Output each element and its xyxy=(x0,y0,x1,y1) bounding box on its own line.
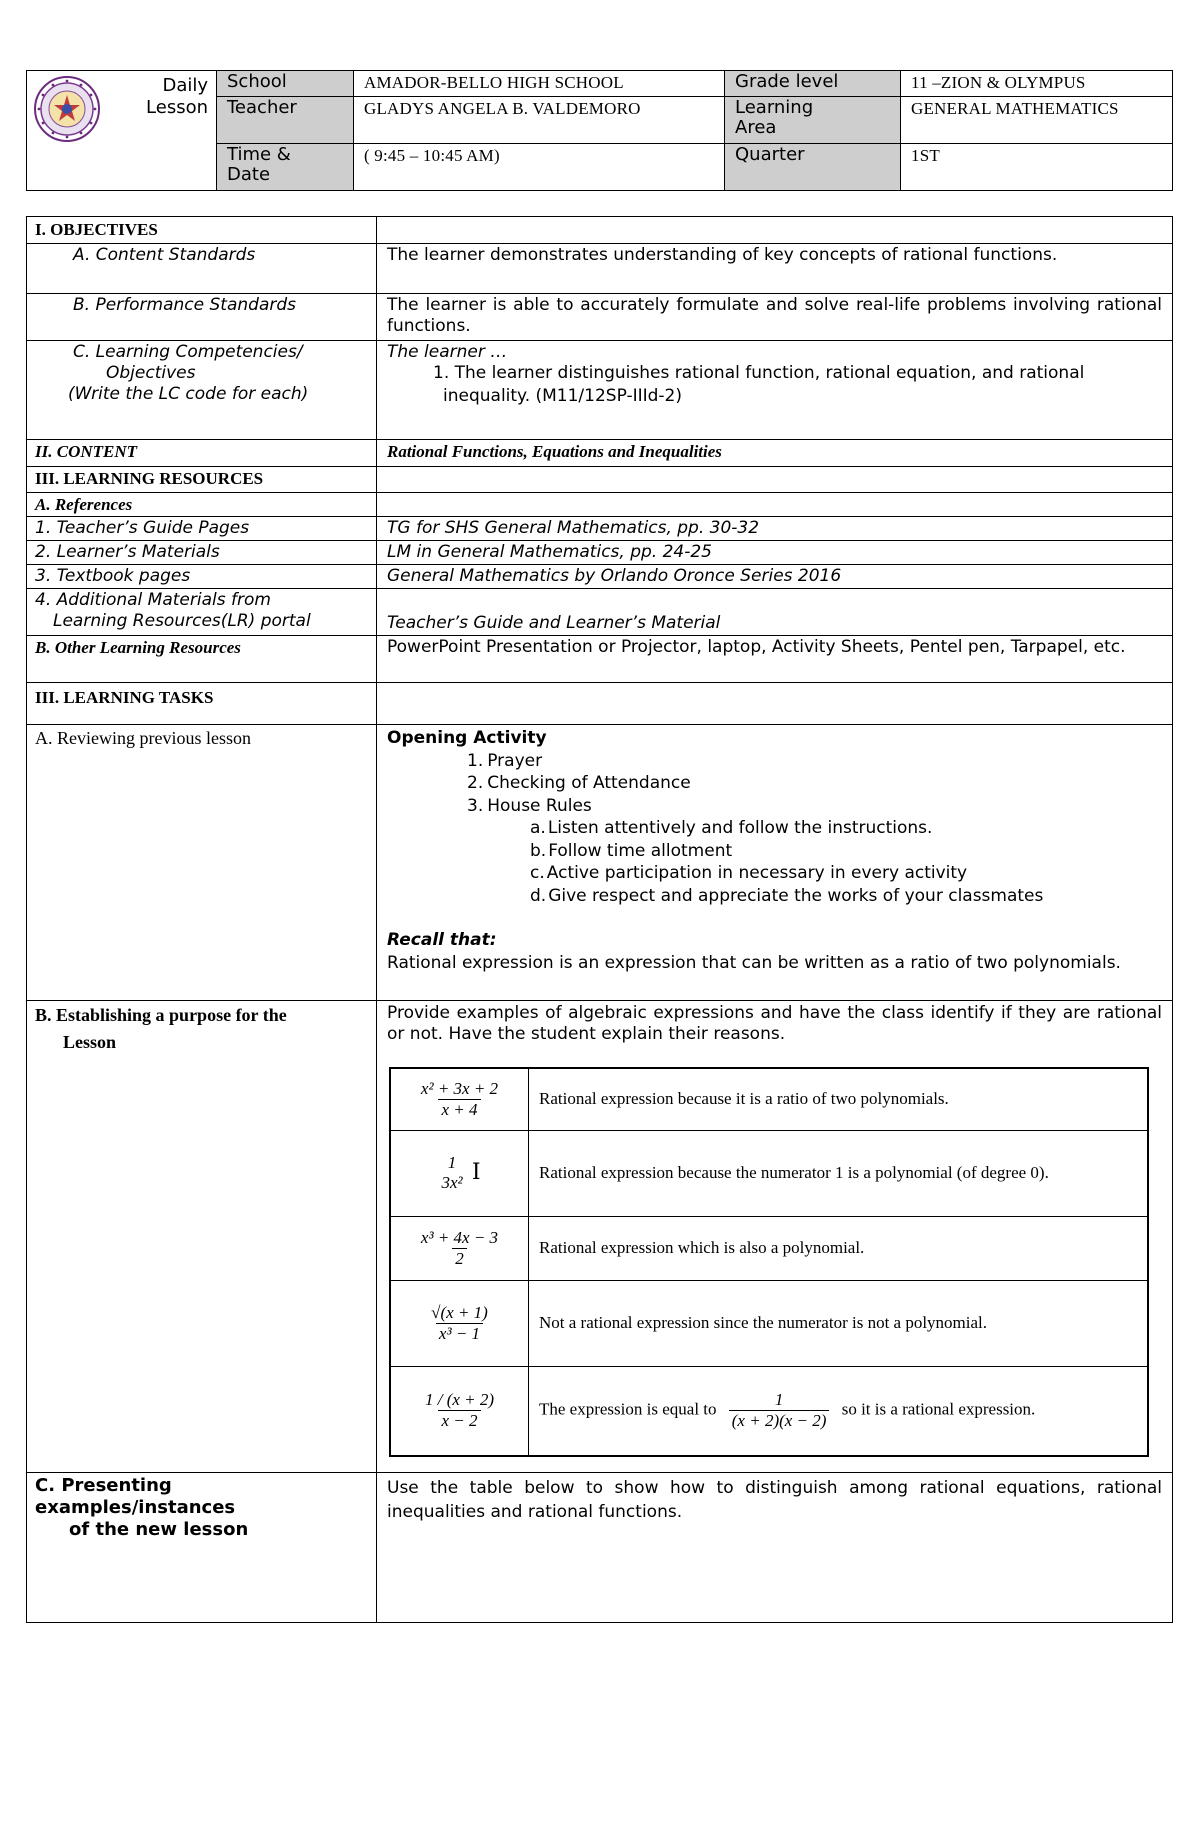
references-blank xyxy=(377,493,1173,517)
textbook-label: 3. Textbook pages xyxy=(27,565,377,589)
example-numerator: 1 / (x + 2) xyxy=(424,1390,495,1410)
rule-c: c. Active participation in necessary in every activity xyxy=(530,863,968,883)
tg-pages-value: TG for SHS General Mathematics, pp. 30-32 xyxy=(377,517,1173,541)
learning-area-label xyxy=(725,97,901,144)
presenting-label-line2: examples/instances xyxy=(35,1497,236,1518)
example-description xyxy=(529,1366,1149,1456)
opening-item-3: 3. House Rules xyxy=(467,795,592,816)
rule-d-text: Give respect and appreciate the works of your classmates xyxy=(548,885,1044,906)
doc-title-line1: Daily xyxy=(162,75,208,96)
example-description-a: The expression is equal to xyxy=(539,1399,717,1419)
text-cursor-icon: I xyxy=(471,1160,481,1185)
example-row xyxy=(390,1130,1148,1216)
grade-level-label: Grade level xyxy=(725,71,901,97)
additional-materials-label-line1: 4. Additional Materials from xyxy=(35,590,271,610)
example-row xyxy=(390,1216,1148,1280)
rule-c-text: Active participation in necessary in every activity xyxy=(546,863,968,883)
rule-b: b. Follow time allotment xyxy=(530,840,733,861)
rule-a: a. Listen attentively and follow the instructions. xyxy=(530,818,933,838)
review-lesson-label: A. Reviewing previous lesson xyxy=(27,725,377,1001)
lesson-plan-table xyxy=(26,216,1173,1623)
recall-text: Rational expression is an expression that can be written as a ratio of two polynomials. xyxy=(387,952,1121,973)
teacher-label: Teacher xyxy=(217,97,354,144)
lm-value: LM in General Mathematics, pp. 24-25 xyxy=(377,541,1173,565)
example-description: Rational expression because the numerator 1 is a polynomial (of degree 0). xyxy=(529,1130,1149,1216)
example-expression xyxy=(390,1280,529,1366)
time-date-label-line1: Time & xyxy=(227,144,291,165)
objectives-heading-blank xyxy=(377,217,1173,244)
review-lesson-content xyxy=(377,725,1173,1001)
competencies-label-line2: Objectives xyxy=(106,363,196,383)
other-resources-label: B. Other Learning Resources xyxy=(27,636,377,683)
learning-area-value: GENERAL MATHEMATICS xyxy=(901,97,1173,144)
example-description: Not a rational expression since the numerator is not a polynomial. xyxy=(529,1280,1149,1366)
example-row xyxy=(390,1280,1148,1366)
content-value: Rational Functions, Equations and Inequalities xyxy=(377,440,1173,467)
textbook-value: General Mathematics by Orlando Oronce Series 2016 xyxy=(377,565,1173,589)
example-numerator: x³ + 4x − 3 xyxy=(420,1227,499,1247)
competencies-item2: inequality. (M11/12SP-IIId-2) xyxy=(443,386,683,406)
time-date-label xyxy=(217,144,354,191)
content-label: II. CONTENT xyxy=(27,440,377,467)
opening-activity-title: Opening Activity xyxy=(387,728,547,748)
presenting-label-line3: of the new lesson xyxy=(69,1519,249,1540)
rule-a-text: Listen attentively and follow the instructions. xyxy=(547,818,933,838)
example-description-b: so it is a rational expression. xyxy=(841,1399,1036,1419)
competencies-label-line1: C. Learning Competencies/ xyxy=(73,342,303,362)
example-denominator: 2 xyxy=(452,1248,467,1269)
competencies-label xyxy=(27,341,377,440)
equivalent-numerator: 1 xyxy=(774,1390,784,1410)
example-denominator: x³ − 1 xyxy=(436,1323,483,1344)
learning-tasks-heading: III. LEARNING TASKS xyxy=(27,683,377,725)
opening-item-2-text: Checking of Attendance xyxy=(487,773,691,793)
quarter-label: Quarter xyxy=(725,144,901,191)
purpose-label-line2: Lesson xyxy=(63,1032,117,1052)
example-numerator: 1 xyxy=(447,1153,457,1172)
time-date-value: ( 9:45 – 10:45 AM) xyxy=(354,144,725,191)
recall-title: Recall that: xyxy=(387,930,497,950)
example-expression xyxy=(390,1366,529,1456)
tg-pages-label: 1. Teacher’s Guide Pages xyxy=(27,517,377,541)
content-standards-text: The learner demonstrates understanding of key concepts of rational functions. xyxy=(377,244,1173,294)
learning-tasks-blank xyxy=(377,683,1173,725)
school-value: AMADOR-BELLO HIGH SCHOOL xyxy=(354,71,725,97)
objectives-heading: I. OBJECTIVES xyxy=(27,217,377,244)
purpose-text: Provide examples of algebraic expressions and have the class identify if they are rational or not. Have the student explain their reasons. xyxy=(387,1003,1162,1044)
opening-item-3-text: House Rules xyxy=(487,795,592,816)
lm-label: 2. Learner’s Materials xyxy=(27,541,377,565)
example-expression xyxy=(390,1216,529,1280)
learning-resources-blank xyxy=(377,467,1173,493)
school-label: School xyxy=(217,71,354,97)
opening-item-1-text: Prayer xyxy=(487,750,543,771)
quarter-value: 1ST xyxy=(901,144,1173,191)
rational-examples-table xyxy=(389,1067,1149,1457)
example-numerator: √(x + 1) xyxy=(431,1302,488,1322)
rule-b-text: Follow time allotment xyxy=(548,840,733,861)
doc-title-line2: Lesson xyxy=(146,97,208,118)
presenting-text: Use the table below to show how to distinguish among rational equations, rational inequalities and rational functions. xyxy=(377,1473,1173,1623)
header-table xyxy=(26,70,1173,191)
learning-area-label-line1: Learning xyxy=(735,97,814,118)
references-label: A. References xyxy=(27,493,377,517)
teacher-value: GLADYS ANGELA B. VALDEMORO xyxy=(354,97,725,144)
purpose-label-line1: B. Establishing a purpose for the xyxy=(35,1005,287,1025)
deped-seal-icon xyxy=(33,75,101,143)
performance-standards-text: The learner is able to accurately formulate and solve real-life problems involving rational functions. xyxy=(377,294,1173,341)
additional-materials-value: Teacher’s Guide and Learner’s Material xyxy=(377,589,1173,636)
grade-level-value: 11 –ZION & OLYMPUS xyxy=(901,71,1173,97)
learning-area-label-line2: Area xyxy=(735,117,777,138)
purpose-content xyxy=(377,1001,1173,1473)
example-denominator: 3x² xyxy=(441,1173,463,1192)
performance-standards-label: B. Performance Standards xyxy=(27,294,377,341)
presenting-label-line1: C. Presenting xyxy=(35,1475,172,1496)
example-expression xyxy=(390,1068,529,1130)
competencies-intro: The learner … xyxy=(387,342,508,362)
additional-materials-label-line2: Learning Resources(LR) portal xyxy=(53,611,311,631)
logo-cell xyxy=(27,71,217,191)
example-denominator: x + 4 xyxy=(438,1099,480,1120)
competencies-text xyxy=(377,341,1173,440)
other-resources-value: PowerPoint Presentation or Projector, laptop, Activity Sheets, Pentel pen, Tarpapel, etc. xyxy=(377,636,1173,683)
presenting-label xyxy=(27,1473,377,1623)
content-standards-label: A. Content Standards xyxy=(27,244,377,294)
example-row xyxy=(390,1366,1148,1456)
example-row xyxy=(390,1068,1148,1130)
additional-materials-label xyxy=(27,589,377,636)
example-numerator: x² + 3x + 2 xyxy=(420,1078,499,1098)
opening-item-2: 2. Checking of Attendance xyxy=(467,773,691,793)
time-date-label-line2: Date xyxy=(227,164,271,185)
opening-item-1: 1. Prayer xyxy=(467,750,543,771)
rule-d: d. Give respect and appreciate the works of your classmates xyxy=(530,885,1044,906)
example-description: Rational expression which is also a polynomial. xyxy=(529,1216,1149,1280)
competencies-item1: 1. The learner distinguishes rational function, rational equation, and rational xyxy=(433,363,1085,383)
competencies-label-line3: (Write the LC code for each) xyxy=(68,384,309,404)
learning-resources-heading: III. LEARNING RESOURCES xyxy=(27,467,377,493)
equivalent-denominator: (x + 2)(x − 2) xyxy=(729,1410,830,1431)
example-description: Rational expression because it is a ratio of two polynomials. xyxy=(529,1068,1149,1130)
purpose-label xyxy=(27,1001,377,1473)
example-denominator: x − 2 xyxy=(438,1410,480,1431)
example-expression xyxy=(390,1130,529,1216)
